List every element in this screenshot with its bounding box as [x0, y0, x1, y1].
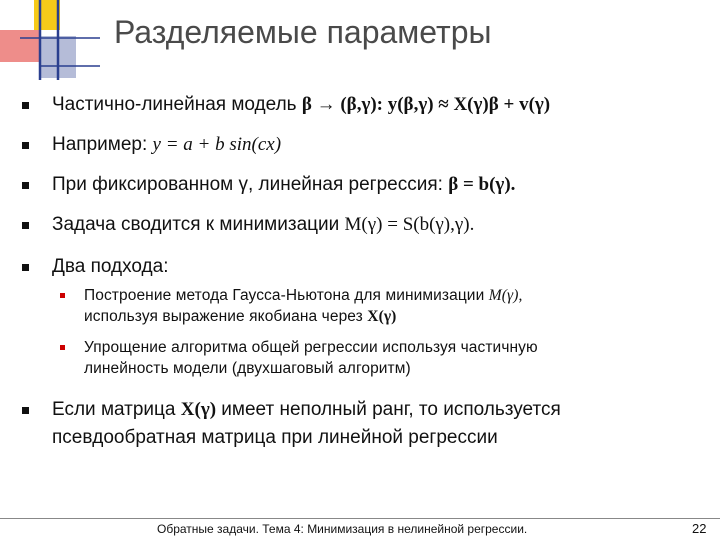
bullet-text: Если матрица: [52, 399, 181, 420]
sub-bullet-text: Упрощение алгоритма общей регрессии используя частичную: [84, 339, 538, 356]
sub-bullet-square-icon: [60, 293, 65, 298]
footer-divider: [0, 518, 720, 519]
bullet-text: Задача сводится к минимизации: [52, 214, 345, 235]
bullet-text: При фиксированном γ, линейная регрессия:: [52, 174, 449, 195]
bullet-formula: X(γ): [180, 399, 217, 420]
sub-bullet-formula: M(γ),: [488, 287, 523, 304]
bullet-square-icon: [22, 182, 29, 189]
slide-title: Разделяемые параметры: [114, 14, 492, 50]
bullet-text: Два подхода:: [52, 256, 169, 277]
sub-bullet-formula: X(γ): [367, 308, 397, 325]
page-number: 22: [692, 521, 707, 536]
bullet-formula: β = b(γ).: [448, 174, 516, 195]
corner-decoration: [0, 0, 110, 90]
footer-caption: Обратные задачи. Тема 4: Минимизация в нелинейной регрессии.: [157, 522, 528, 536]
bullet-square-icon: [22, 264, 29, 271]
bullet-text: псевдообратная матрица при линейной регрессии: [52, 427, 498, 448]
bullet-text: Например:: [52, 134, 153, 155]
bullet-formula: y = a + b sin(cx): [152, 134, 282, 155]
sub-bullet-text: линейность модели (двухшаговый алгоритм): [84, 360, 411, 377]
bullet-formula: M(γ) = S(b(γ),γ).: [344, 214, 475, 235]
bullet-square-icon: [22, 102, 29, 109]
bullet-square-icon: [22, 142, 29, 149]
sub-bullet-text: используя выражение якобиана через: [84, 308, 368, 325]
bullet-square-icon: [22, 407, 29, 414]
bullet-square-icon: [22, 222, 29, 229]
bullet-text: Частично-линейная модель: [52, 94, 302, 115]
bullet-text: имеет неполный ранг, то используется: [216, 399, 561, 420]
sub-bullet-text: Построение метода Гаусса-Ньютона для минимизации: [84, 287, 489, 304]
bullet-formula: β → (β,γ): y(β,γ) ≈ X(γ)β + v(γ): [301, 94, 551, 115]
sub-bullet-square-icon: [60, 345, 65, 350]
